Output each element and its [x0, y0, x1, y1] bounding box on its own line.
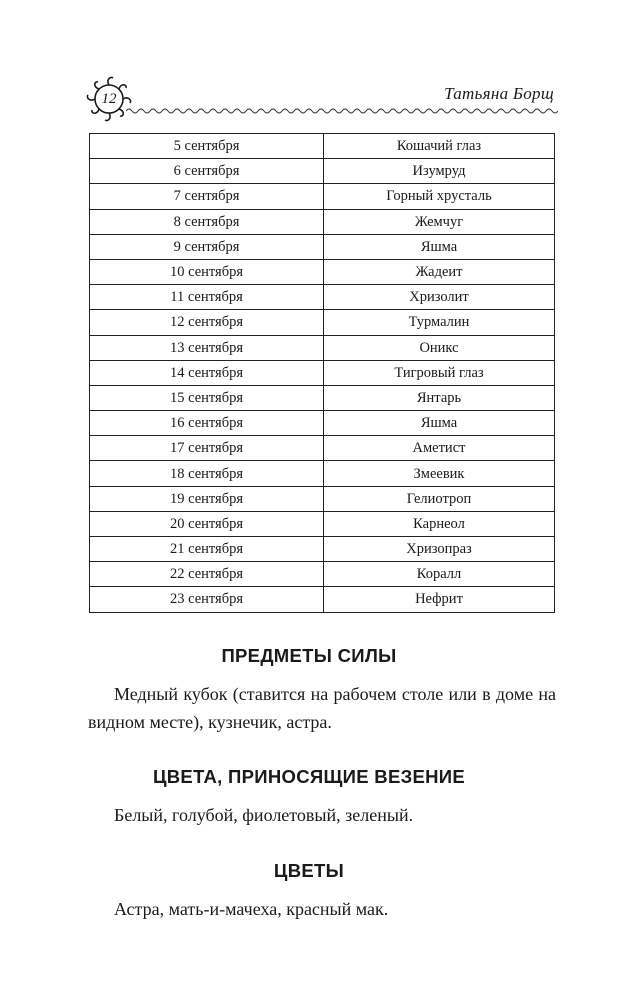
- date-cell: 17 сентября: [90, 436, 324, 461]
- wave-rule: [126, 106, 558, 116]
- table-row: [90, 360, 555, 385]
- birthstone-table: [89, 133, 555, 613]
- date-cell: 22 сентября: [90, 562, 324, 587]
- table-row: [90, 310, 555, 335]
- stone-cell: Хризопраз: [324, 537, 555, 562]
- table-row: [90, 461, 555, 486]
- power-items-text: Медный кубок (ставится на рабочем столе или в доме на видном месте), кузнечик, астра.: [88, 684, 556, 732]
- date-cell: 9 сентября: [90, 234, 324, 259]
- heading-power-items: ПРЕДМЕТЫ СИЛЫ: [221, 645, 397, 666]
- date-cell: 12 сентября: [90, 310, 324, 335]
- heading-flowers: ЦВЕТЫ: [273, 860, 345, 881]
- table-row: [90, 259, 555, 284]
- date-cell: 6 сентября: [90, 159, 324, 184]
- flowers-text: Астра, мать-и-мачеха, красный мак.: [114, 899, 389, 919]
- table-row: [90, 335, 555, 360]
- stone-cell: Хризолит: [324, 285, 555, 310]
- table-row: [90, 511, 555, 536]
- stone-cell: Яшма: [324, 411, 555, 436]
- date-cell: 15 сентября: [90, 385, 324, 410]
- stone-cell: Жемчуг: [324, 209, 555, 234]
- stone-cell: Коралл: [324, 562, 555, 587]
- date-cell: 10 сентября: [90, 259, 324, 284]
- author-name: Татьяна Борщ: [444, 84, 554, 103]
- table-row: [90, 134, 555, 159]
- table-row: [90, 234, 555, 259]
- lucky-colors-text: Белый, голубой, фиолетовый, зеленый.: [114, 805, 414, 825]
- stone-cell: Тигровый глаз: [324, 360, 555, 385]
- table-row: [90, 486, 555, 511]
- stone-cell: Турмалин: [324, 310, 555, 335]
- stone-cell: Кошачий глаз: [324, 134, 555, 159]
- stone-cell: Карнеол: [324, 511, 555, 536]
- table-row: [90, 184, 555, 209]
- date-cell: 16 сентября: [90, 411, 324, 436]
- date-cell: 20 сентября: [90, 511, 324, 536]
- table-row: [90, 209, 555, 234]
- stone-cell: Горный хрусталь: [324, 184, 555, 209]
- stone-cell: Гелиотроп: [324, 486, 555, 511]
- table-row: [90, 562, 555, 587]
- date-cell: 18 сентября: [90, 461, 324, 486]
- date-cell: 11 сентября: [90, 285, 324, 310]
- date-cell: 14 сентября: [90, 360, 324, 385]
- date-cell: 21 сентября: [90, 537, 324, 562]
- table-row: [90, 587, 555, 612]
- date-cell: 8 сентября: [90, 209, 324, 234]
- table-row: [90, 285, 555, 310]
- stone-cell: Змеевик: [324, 461, 555, 486]
- date-cell: 23 сентября: [90, 587, 324, 612]
- stone-cell: Жадеит: [324, 259, 555, 284]
- table-row: [90, 159, 555, 184]
- date-cell: 5 сентября: [90, 134, 324, 159]
- stone-cell: Аметист: [324, 436, 555, 461]
- table-row: [90, 436, 555, 461]
- stone-cell: Изумруд: [324, 159, 555, 184]
- date-cell: 13 сентября: [90, 335, 324, 360]
- date-cell: 7 сентября: [90, 184, 324, 209]
- stone-cell: Нефрит: [324, 587, 555, 612]
- stone-cell: Оникс: [324, 335, 555, 360]
- stone-cell: Янтарь: [324, 385, 555, 410]
- heading-lucky-colors: ЦВЕТА, ПРИНОСЯЩИЕ ВЕЗЕНИЕ: [152, 766, 466, 787]
- page-number: 12: [101, 90, 117, 107]
- date-cell: 19 сентября: [90, 486, 324, 511]
- running-header: [82, 68, 558, 128]
- table-row: [90, 411, 555, 436]
- table-row: [90, 537, 555, 562]
- stone-cell: Яшма: [324, 234, 555, 259]
- table-row: [90, 385, 555, 410]
